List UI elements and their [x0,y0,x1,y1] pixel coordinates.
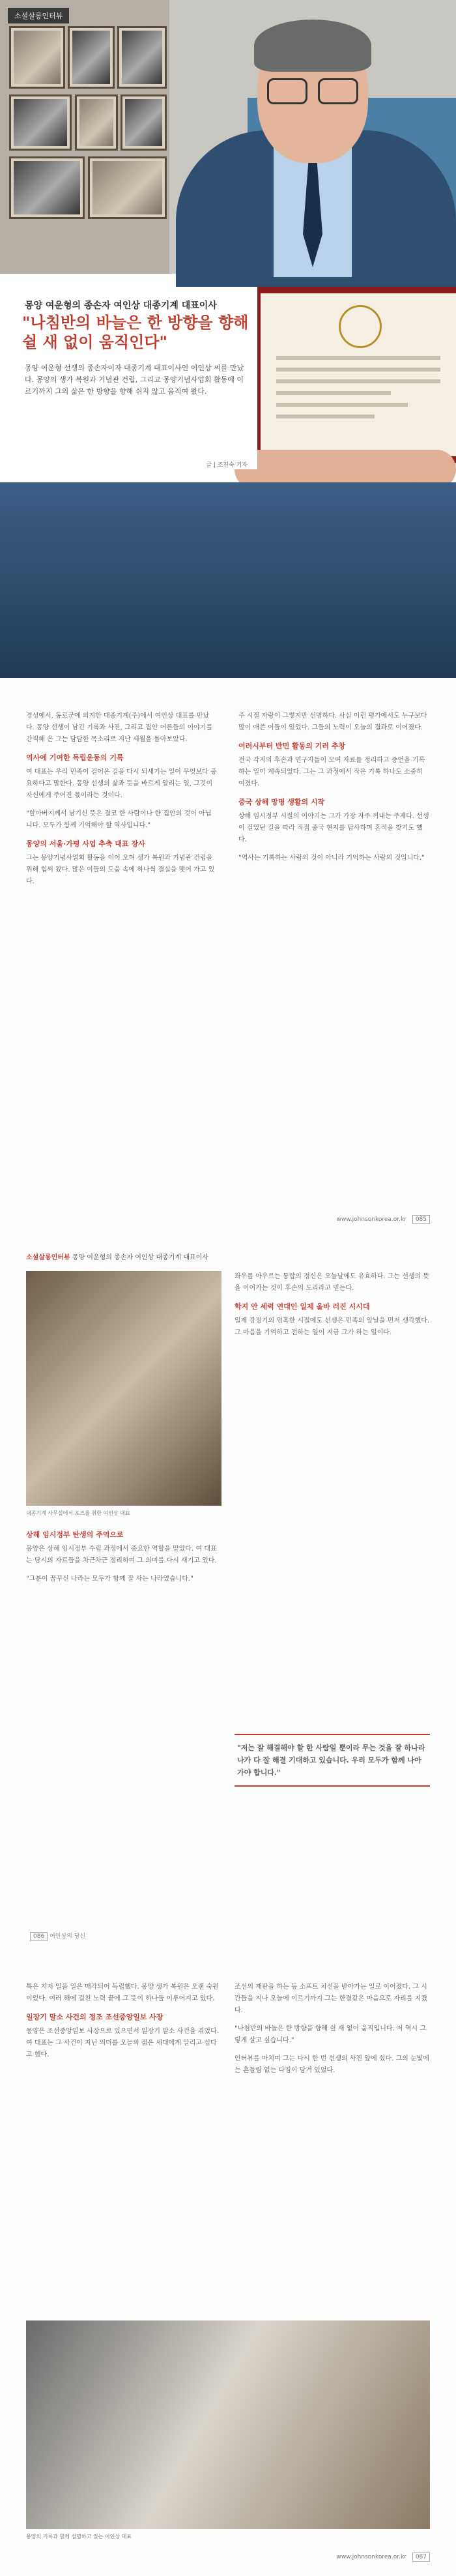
text-column [235,1982,430,2083]
paragraph: 전국 각지의 후손과 연구자들이 모여 자료를 정리하고 증언을 기록하는 일이 계속되었다. 그는 그 과정에서 작은 기록 하나도 소중히 여겼다. [238,757,425,787]
framed-photo [121,95,167,151]
photo-caption: 대종기계 사무실에서 포즈를 취한 여인상 대표 [26,1510,130,1516]
running-head-text: 몽양 여운형의 종손자 여인상 대종기계 대표이사 [72,1254,208,1261]
framed-photo [68,26,115,89]
paragraph: "할아버지께서 남기신 뜻은 결코 한 사람이나 한 집안의 것이 아닙니다. 모두가 함께 기억해야 할 역사입니다." [26,810,212,829]
paragraph: 조선의 재판을 하는 등 소프트 치신을 받아가는 일로 이어졌다. 그 시간들을 지나 오늘에 이르기까지 그는 한결같은 마음으로 자리를 지켰다. [235,1983,427,2014]
photo-caption: 몽양의 기록과 함께 설명하고 있는 여인상 대표 [26,2534,132,2539]
wall-photo-frames [0,0,169,274]
framed-photo [9,95,72,151]
certificate-seal [339,305,382,348]
section-heading: 여러시부터 반민 활동의 기러 추창 [238,742,346,750]
paragraph: 경성에서, 동로군에 의지한 대종기계(주)에서 여인상 대표를 만났다. 몽양 선생이 남긴 기록과 사진, 그리고 집안 어른들의 이야기를 간직해 온 그는 담담한 목소리로 지난 세월을 돌아보았다. [26,712,213,743]
page-number: 086 [30,1932,48,1941]
glasses [267,78,358,104]
gesturing-photo [26,2320,430,2529]
series-tag: 소셜살롱인터뷰 [8,8,69,23]
text-column [235,1271,430,1345]
framed-photo [88,156,167,219]
site-label: www.johnsonkorea.or.kr [336,2554,406,2560]
framed-certificate [254,287,456,463]
paragraph: 그는 몽양기념사업회 활동을 이어 오며 생가 복원과 기념관 건립을 위해 힘써 왔다. 많은 이들의 도움 속에 하나씩 결실을 맺어 가고 있다. [26,855,215,885]
text-photo-page [0,1955,456,2576]
page-footer [337,2553,430,2562]
paragraph: 몽양은 조선중앙일보 사장으로 있으면서 일장기 말소 사건을 겪었다. 여 대표는 그 사건이 지닌 의미를 오늘의 젊은 세대에게 알리고 싶다고 했다. [26,2028,219,2058]
paragraph: 일제 강점기의 엄혹한 시절에도 선생은 민족의 앞날을 먼저 생각했다. 그 마음을 기억하고 전하는 일이 지금 그가 하는 일이다. [235,1317,430,1336]
running-head-tag: 소셜살롱인터뷰 [26,1254,70,1261]
site-label: www.johnsonkorea.or.kr [336,1216,406,1223]
page-number: 087 [412,2553,430,2562]
paragraph: 몽양은 상해 임시정부 수립 과정에서 중요한 역할을 맡았다. 여 대표는 당시의 자료들을 차근차근 정리하며 그 의미를 다시 새기고 있다. [26,1545,217,1564]
section-heading: 학지 안 세력 연대인 일제 올바 러진 시시대 [235,1302,370,1311]
text-column [26,1982,221,2068]
paragraph: 인터뷰를 마치며 그는 다시 한 번 선생의 사진 앞에 섰다. 그의 눈빛에는 흔들림 없는 다짐이 담겨 있었다. [235,2055,429,2074]
paragraph: 상해 임시정부 시절의 이야기는 그가 가장 자주 꺼내는 주제다. 선생이 걸었던 길을 따라 직접 중국 현지를 답사하며 흔적을 찾기도 했다. [238,813,429,843]
framed-photo [117,26,167,89]
section-heading: 일장기 말소 사건의 정조 조선중앙일보 사장 [26,2013,164,2021]
paragraph: 특은 지저 일을 일은 매각되어 독립했다. 몽양 생가 복원은 오랜 숙원이었다. 여러 해에 걸친 노력 끝에 그 뜻이 하나둘 이루어지고 있다. [26,1983,219,2002]
text-column [26,1525,221,1592]
portrait-hair [254,20,371,72]
paragraph: "그분이 꿈꾸신 나라는 모두가 함께 잘 사는 나라였습니다." [26,1575,193,1583]
byline: 글 | 조진숙 기자 [206,462,248,469]
section-heading: 역사에 기여한 독립운동의 기록 [26,754,124,762]
paragraph: 여 대표는 우리 민족이 걸어온 길을 다시 되새기는 일이 무엇보다 중요하다고 말한다. 몽양 선생의 삶과 뜻을 바르게 알리는 일, 그것이 자신에게 주어진 몫이라는 것이다. [26,768,217,799]
photo-text-page [0,1238,456,1955]
framed-photo [75,95,118,151]
page-footer [26,1931,85,1941]
section-heading: 몽양의 서울·가평 사업 추축 대표 장사 [26,840,145,848]
page-footer [337,1215,430,1224]
framed-photo [9,26,65,89]
site-label: 여인상의 당신 [50,1933,86,1940]
paragraph: "나침반의 바늘은 한 방향을 향해 쉴 새 없이 움직입니다. 저 역시 그렇게 살고 싶습니다." [235,2025,426,2044]
page-number: 085 [412,1215,430,1224]
pull-quote: "저는 잘 해결해야 할 한 사람일 뿐이라 무는 것을 잘 하나라 나가 다 잘 해결 기대하고 있습니다. 우리 모두가 함께 나아가야 합니다." [235,1734,430,1787]
paragraph: 좌우를 아우르는 통합의 정신은 오늘날에도 유효하다. 그는 선생의 뜻을 이어가는 것이 후손의 도리라고 믿는다. [235,1273,430,1292]
text-column [238,710,430,1199]
paragraph: "역사는 기록하는 사람의 것이 아니라 기억하는 사람의 것입니다." [238,855,425,862]
running-head [26,1251,430,1261]
cover-page [0,0,456,678]
paragraph: 주 시절 자랑이 그렇지만 선명하다. 사실 이런 평가에서도 누구보다 많이 애쓴 이들이 있었다. 그들의 노력이 오늘의 결과로 이어졌다. [238,712,427,731]
section-heading: 중국 상해 망명 생활의 시작 [238,798,325,806]
article-lead: 몽양 여운형 선생의 종손자이자 대종기계 대표이사인 여인상 씨를 만났다. 몽양의 생가 복원과 기념관 건립, 그리고 몽양기념사업회 활동에 이르기까지 그의 삶은 한 방향을 향해 쉬지 않고 움직여 왔다. [25,364,244,396]
article-subtitle: 몽양 여운형의 종손자 여인상 대종기계 대표이사 [25,300,217,311]
lower-photo [0,482,456,678]
office-photo [26,1271,221,1506]
article-title: "나침반의 바늘은 한 방향을 향해 쉴 새 없이 움직인다" [22,314,249,351]
text-page [0,678,456,1238]
text-column [26,710,218,1199]
framed-photo [9,156,85,219]
section-heading: 상해 임시정부 탄생의 주역으로 [26,1530,124,1539]
